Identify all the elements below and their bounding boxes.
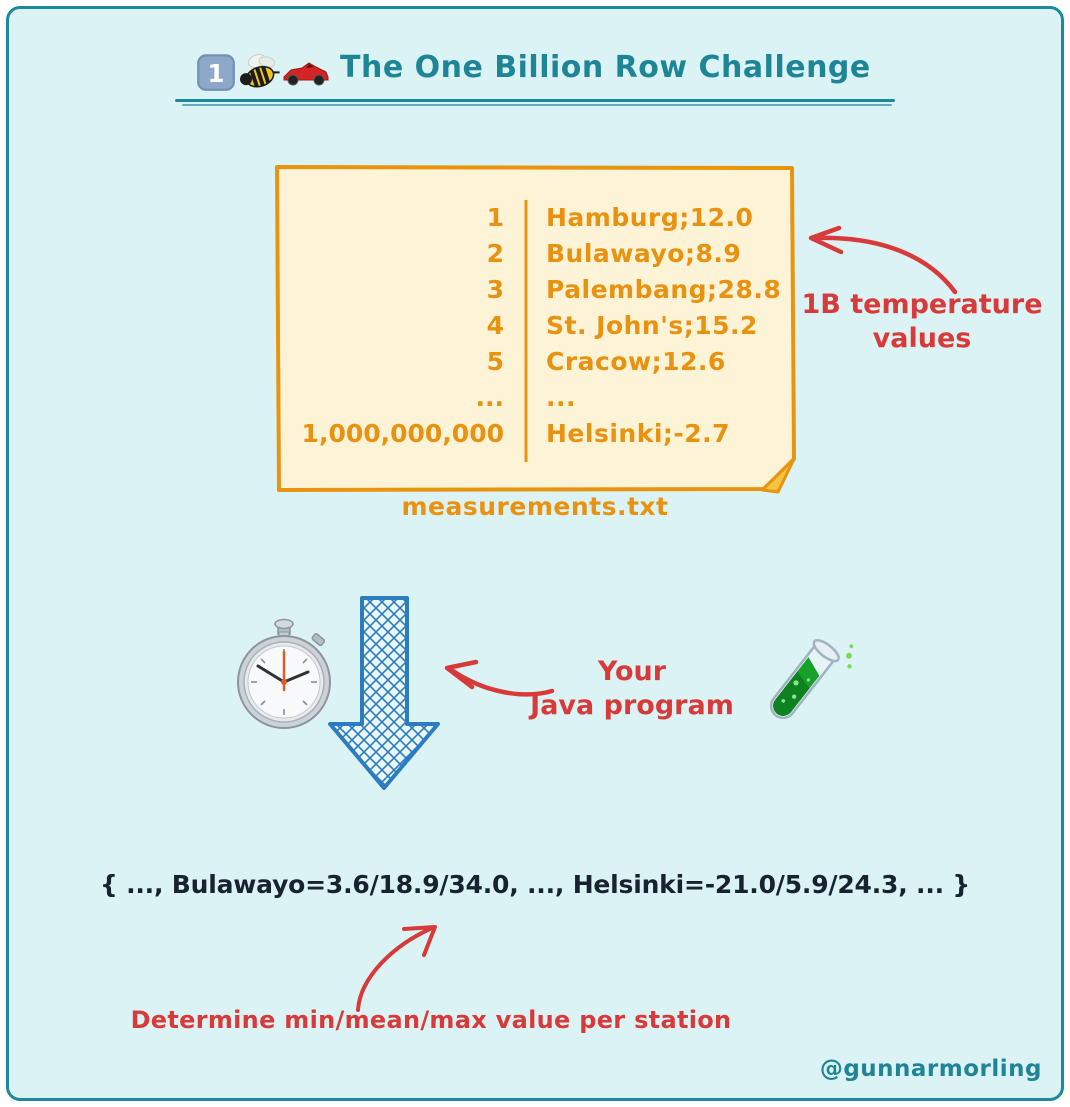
line-number: 4 xyxy=(486,311,504,340)
svg-text:1: 1 xyxy=(207,59,225,88)
temp-values-label: 1B temperature values xyxy=(801,289,1043,354)
line-value: ... xyxy=(546,383,576,412)
stopwatch-icon xyxy=(232,616,336,732)
line-number: 3 xyxy=(486,275,504,304)
file-row xyxy=(272,416,798,452)
file-row xyxy=(272,200,798,236)
page-title: The One Billion Row Challenge xyxy=(340,50,871,85)
line-number: 2 xyxy=(486,239,504,268)
line-number: 1 xyxy=(486,203,504,232)
line-value: Palembang;28.8 xyxy=(546,275,782,304)
bee-icon xyxy=(236,50,282,94)
line-value: St. John's;15.2 xyxy=(546,311,758,340)
line-value: Cracow;12.6 xyxy=(546,347,726,376)
determine-label: Determine min/mean/max value per station xyxy=(130,1006,732,1034)
flow-arrow-down xyxy=(328,596,440,792)
author-handle: @gunnarmorling xyxy=(819,1056,1042,1082)
result-output-text: { ..., Bulawayo=3.6/18.9/34.0, ..., Helsinki=-21.0/5.9/24.3, ... } xyxy=(99,870,971,899)
title-underline xyxy=(175,99,895,102)
file-row xyxy=(272,308,798,344)
filename-caption: measurements.txt xyxy=(401,492,669,521)
file-content xyxy=(272,162,798,452)
your-program-label-line2: Java program xyxy=(530,690,734,721)
racing-car-icon xyxy=(282,57,330,87)
file-row xyxy=(272,344,798,380)
line-value: Helsinki;-2.7 xyxy=(546,419,731,448)
line-value: Bulawayo;8.9 xyxy=(546,239,742,268)
test-tube-icon xyxy=(742,624,860,742)
line-value: Hamburg;12.0 xyxy=(546,203,754,232)
title-underline-echo xyxy=(182,104,892,106)
title-emoji-group xyxy=(196,50,330,94)
keycap-1-icon xyxy=(196,52,236,92)
file-row xyxy=(272,236,798,272)
annotation-arrow-to-result xyxy=(340,916,452,1014)
line-number: ... xyxy=(475,383,504,412)
file-row xyxy=(272,380,798,416)
file-row xyxy=(272,272,798,308)
your-program-label-line1: Your xyxy=(597,656,667,687)
line-number: 5 xyxy=(486,347,504,376)
line-number: 1,000,000,000 xyxy=(301,419,504,448)
